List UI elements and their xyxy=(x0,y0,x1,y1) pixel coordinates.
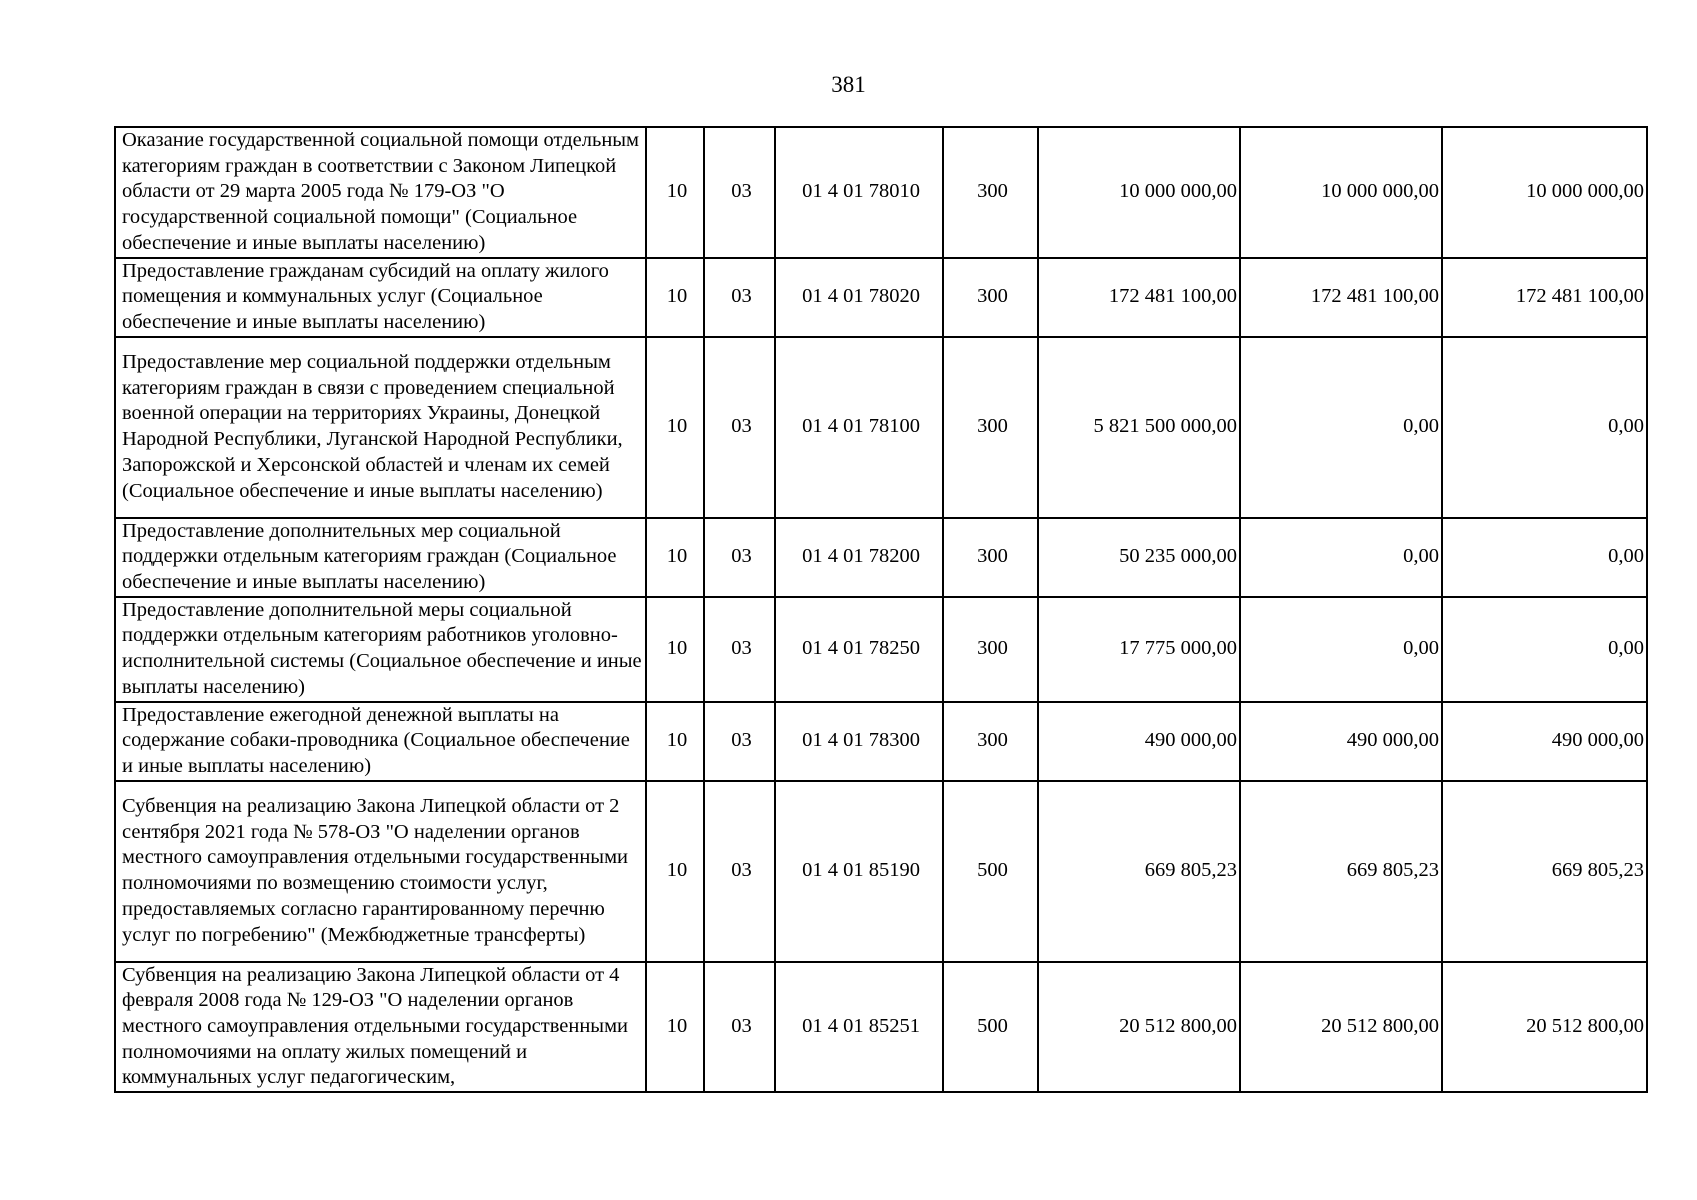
target-article-cell: 01 4 01 78020 xyxy=(775,258,943,337)
amount-1-cell: 10 000 000,00 xyxy=(1038,127,1240,258)
expense-type-cell: 300 xyxy=(943,337,1038,518)
expense-type-cell: 300 xyxy=(943,702,1038,781)
section-cell: 10 xyxy=(646,702,704,781)
amount-3-cell: 10 000 000,00 xyxy=(1442,127,1647,258)
row-name-cell: Оказание государственной социальной помощи отдельным категориям граждан в соответствии с Законом Липецкой области от 29 марта 2005 года № 179-ОЗ "О государственной социальной помощи" (Социальное обеспечение и иные выплаты населению) xyxy=(115,127,646,258)
page-number: 381 xyxy=(831,72,866,97)
table-row xyxy=(115,258,1647,337)
subsection-cell: 03 xyxy=(704,337,775,518)
amount-1-cell: 20 512 800,00 xyxy=(1038,962,1240,1093)
amount-1-cell: 5 821 500 000,00 xyxy=(1038,337,1240,518)
row-name-cell: Предоставление гражданам субсидий на оплату жилого помещения и коммунальных услуг (Социальное обеспечение и иные выплаты населению) xyxy=(115,258,646,337)
section-cell: 10 xyxy=(646,962,704,1093)
subsection-cell: 03 xyxy=(704,781,775,962)
amount-3-cell: 20 512 800,00 xyxy=(1442,962,1647,1093)
section-cell: 10 xyxy=(646,337,704,518)
table-row xyxy=(115,597,1647,702)
table-row xyxy=(115,127,1647,258)
target-article-cell: 01 4 01 78250 xyxy=(775,597,943,702)
amount-3-cell: 490 000,00 xyxy=(1442,702,1647,781)
expense-type-cell: 500 xyxy=(943,962,1038,1093)
amount-2-cell: 10 000 000,00 xyxy=(1240,127,1442,258)
amount-2-cell: 172 481 100,00 xyxy=(1240,258,1442,337)
subsection-cell: 03 xyxy=(704,597,775,702)
row-name-cell: Субвенция на реализацию Закона Липецкой области от 4 февраля 2008 года № 129-ОЗ "О наделении органов местного самоуправления отдельными государственными полномочиями на оплату жилых помещений и коммунальных услуг педагогическим, xyxy=(115,962,646,1093)
amount-2-cell: 0,00 xyxy=(1240,518,1442,597)
amount-3-cell: 172 481 100,00 xyxy=(1442,258,1647,337)
target-article-cell: 01 4 01 78200 xyxy=(775,518,943,597)
section-cell: 10 xyxy=(646,781,704,962)
amount-3-cell: 0,00 xyxy=(1442,597,1647,702)
amount-2-cell: 490 000,00 xyxy=(1240,702,1442,781)
expense-type-cell: 300 xyxy=(943,518,1038,597)
amount-3-cell: 0,00 xyxy=(1442,337,1647,518)
subsection-cell: 03 xyxy=(704,702,775,781)
subsection-cell: 03 xyxy=(704,962,775,1093)
amount-2-cell: 0,00 xyxy=(1240,337,1442,518)
section-cell: 10 xyxy=(646,258,704,337)
table-row xyxy=(115,702,1647,781)
amount-3-cell: 669 805,23 xyxy=(1442,781,1647,962)
subsection-cell: 03 xyxy=(704,518,775,597)
amount-2-cell: 20 512 800,00 xyxy=(1240,962,1442,1093)
amount-1-cell: 50 235 000,00 xyxy=(1038,518,1240,597)
budget-table xyxy=(114,126,1648,1093)
table-row xyxy=(115,781,1647,962)
expense-type-cell: 300 xyxy=(943,597,1038,702)
row-name-cell: Предоставление ежегодной денежной выплаты на содержание собаки-проводника (Социальное обеспечение и иные выплаты населению) xyxy=(115,702,646,781)
table-row xyxy=(115,962,1647,1093)
amount-3-cell: 0,00 xyxy=(1442,518,1647,597)
amount-2-cell: 669 805,23 xyxy=(1240,781,1442,962)
row-name-cell: Предоставление дополнительных мер социальной поддержки отдельным категориям граждан (Социальное обеспечение и иные выплаты населению) xyxy=(115,518,646,597)
section-cell: 10 xyxy=(646,127,704,258)
target-article-cell: 01 4 01 78100 xyxy=(775,337,943,518)
row-name-cell: Предоставление мер социальной поддержки отдельным категориям граждан в связи с проведением специальной военной операции на территориях Украины, Донецкой Народной Республики, Луганской Народной Республики, Запорожской и Херсонской областей и членам их семей (Социальное обеспечение и иные выплаты населению) xyxy=(115,337,646,518)
section-cell: 10 xyxy=(646,518,704,597)
amount-2-cell: 0,00 xyxy=(1240,597,1442,702)
section-cell: 10 xyxy=(646,597,704,702)
amount-1-cell: 172 481 100,00 xyxy=(1038,258,1240,337)
table-body xyxy=(115,127,1647,1092)
amount-1-cell: 490 000,00 xyxy=(1038,702,1240,781)
table-row xyxy=(115,518,1647,597)
expense-type-cell: 300 xyxy=(943,258,1038,337)
amount-1-cell: 17 775 000,00 xyxy=(1038,597,1240,702)
row-name-cell: Субвенция на реализацию Закона Липецкой области от 2 сентября 2021 года № 578-ОЗ "О наделении органов местного самоуправления отдельными государственными полномочиями по возмещению стоимости услуг, предоставляемых согласно гарантированному перечню услуг по погребению" (Межбюджетные трансферты) xyxy=(115,781,646,962)
target-article-cell: 01 4 01 78300 xyxy=(775,702,943,781)
target-article-cell: 01 4 01 85251 xyxy=(775,962,943,1093)
subsection-cell: 03 xyxy=(704,258,775,337)
table-row xyxy=(115,337,1647,518)
expense-type-cell: 300 xyxy=(943,127,1038,258)
subsection-cell: 03 xyxy=(704,127,775,258)
target-article-cell: 01 4 01 78010 xyxy=(775,127,943,258)
expense-type-cell: 500 xyxy=(943,781,1038,962)
amount-1-cell: 669 805,23 xyxy=(1038,781,1240,962)
target-article-cell: 01 4 01 85190 xyxy=(775,781,943,962)
row-name-cell: Предоставление дополнительной меры социальной поддержки отдельным категориям работников уголовно-исполнительной системы (Социальное обеспечение и иные выплаты населению) xyxy=(115,597,646,702)
